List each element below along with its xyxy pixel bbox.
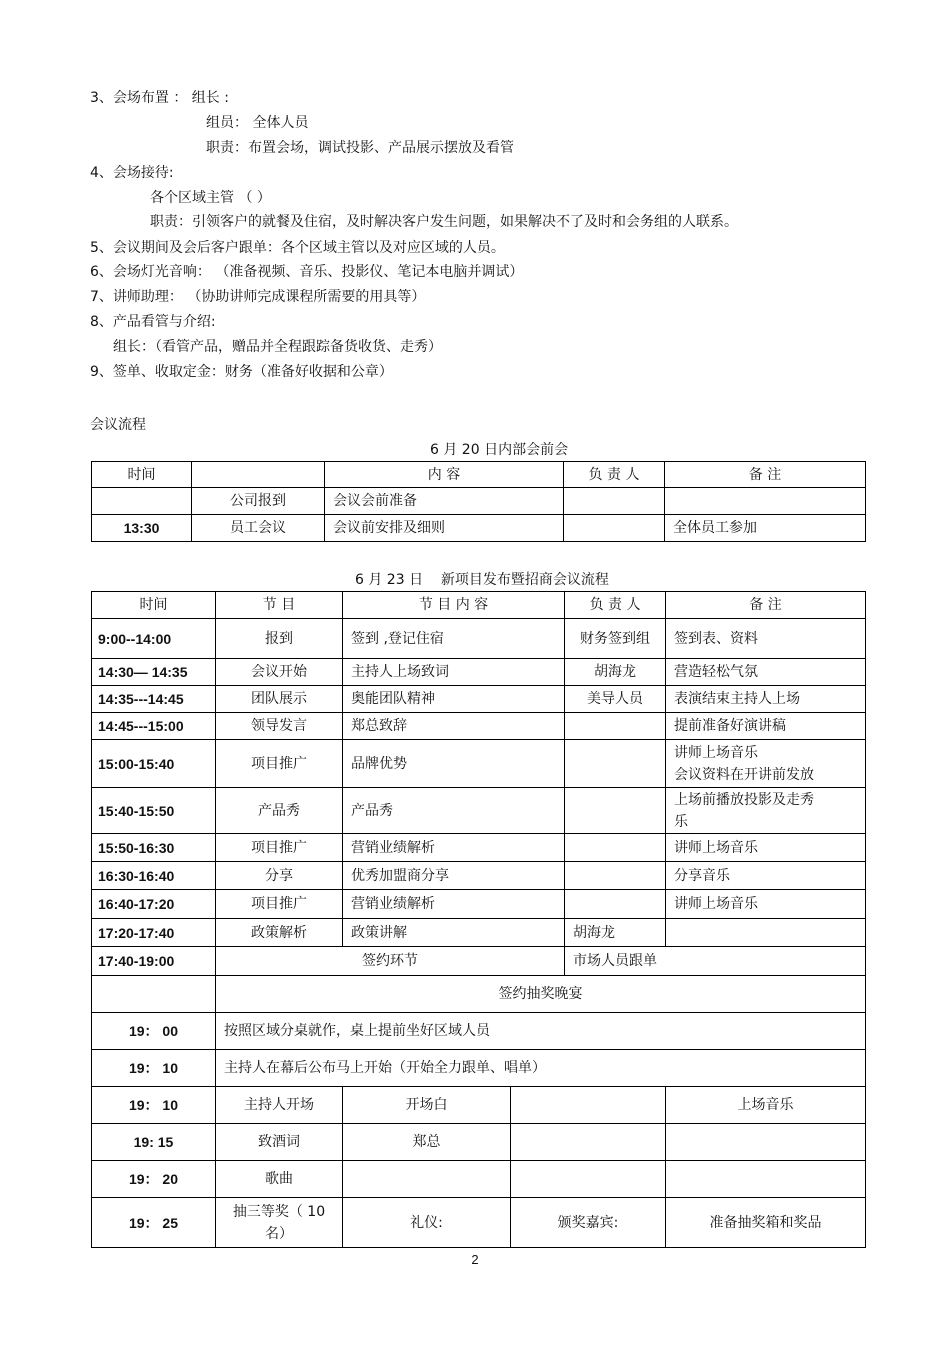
time-cell: 19： 00 [92,1013,216,1050]
notes-cell: 表演结束主持人上场 [666,686,866,713]
owner-cell [511,1161,666,1198]
program-cell: 主持人开场 [216,1087,343,1124]
notes-cell [666,788,866,834]
time-cell [92,976,216,1013]
notes-cell: 提前准备好演讲稿 [666,713,866,740]
program-cell: 产品秀 [216,788,343,834]
owner-cell [565,788,666,834]
item-7-assistant: 7、讲师助理： （协助讲师完成课程所需要的用具等） [90,289,426,305]
table-row [92,1161,866,1198]
notes-cell [666,740,866,788]
notes-cell: 全体员工参加 [665,515,866,542]
program-cell: 歌曲 [216,1161,343,1198]
content-cell: 营销业绩解析 [343,834,565,862]
table-row [92,659,866,686]
table1 [91,461,866,542]
owner-cell: 财务签到组 [565,619,666,659]
notes-cell [666,919,866,947]
program-line-2: 名） [265,1225,293,1242]
content-cell: 主持人在幕后公布马上开始（开始全力跟单、唱单） [216,1050,866,1087]
notes-line-2: 乐 [674,813,689,830]
program-cell: 项目推广 [216,834,343,862]
content-cell: 产品秀 [343,788,565,834]
time-cell: 17:40-19:00 [92,947,216,976]
item-4-managers: 各个区域主管 （ ） [150,190,271,206]
time-cell: 16:30-16:40 [92,862,216,890]
section-title: 会议流程 [90,417,146,433]
item-9-signing: 9、签单、收取定金：财务（准备好收据和公章） [90,364,393,380]
table1-header-blank [192,462,325,488]
owner-cell [564,488,665,515]
time-cell: 19: 15 [92,1124,216,1161]
program-cell: 致酒词 [216,1124,343,1161]
notes-line-2: 会议资料在开讲前发放 [674,766,815,783]
owner-cell: 胡海龙 [565,659,666,686]
notes-cell [666,1161,866,1198]
table2-header-owner: 负 责 人 [565,592,666,619]
owner-cell [511,1087,666,1124]
item-3-members: 组员： 全体人员 [206,115,309,131]
time-cell: 19： 25 [92,1198,216,1248]
program-cell: 政策解析 [216,919,343,947]
page-number: 2 [471,1252,479,1267]
time-cell: 9:00--14:00 [92,619,216,659]
time-cell: 19： 20 [92,1161,216,1198]
owner-cell [565,713,666,740]
content-cell: 开场白 [343,1087,511,1124]
table-row [92,1087,866,1124]
program-cell: 分享 [216,862,343,890]
item-4-duties: 职责：引领客户的就餐及住宿，及时解决客户发生问题，如果解决不了及时和会务组的人联系。 [150,214,738,230]
notes-cell: 讲师上场音乐 [666,834,866,862]
item-8-products: 8、产品看管与介绍: [90,314,216,330]
table-row [92,740,866,788]
table1-header-owner: 负 责 人 [564,462,665,488]
item-cell: 公司报到 [192,488,325,515]
banquet-cell: 签约抽奖晚宴 [216,976,866,1013]
table1-caption: 6 月 20 日内部会前会 [430,442,569,458]
table-row [92,1198,866,1248]
content-cell: 郑总致辞 [343,713,565,740]
time-cell: 15:50-16:30 [92,834,216,862]
content-cell: 品牌优势 [343,740,565,788]
content-cell: 政策讲解 [343,919,565,947]
item-cell: 员工会议 [192,515,325,542]
owner-cell: 市场人员跟单 [565,947,866,976]
table-row [92,890,866,919]
program-cell: 项目推广 [216,890,343,919]
owner-cell: 颁奖嘉宾: [511,1198,666,1248]
table1-header-content: 内 容 [325,462,564,488]
owner-cell [565,834,666,862]
table-row [92,1013,866,1050]
item-6-av: 6、会场灯光音响： （准备视频、音乐、投影仪、笔记本电脑并调试） [90,264,524,280]
notes-cell [665,488,866,515]
table-row [92,1050,866,1087]
table1-header-notes: 备 注 [665,462,866,488]
program-cell: 项目推广 [216,740,343,788]
owner-cell [564,515,665,542]
time-cell: 16:40-17:20 [92,890,216,919]
time-cell: 15:00-15:40 [92,740,216,788]
item-3-duties: 职责：布置会场，调试投影、产品展示摆放及看管 [206,140,514,156]
notes-cell: 准备抽奖箱和奖品 [666,1198,866,1248]
time-cell [92,488,192,515]
table-row [92,488,866,515]
owner-cell [511,1124,666,1161]
program-cell [216,1198,343,1248]
time-cell: 13:30 [92,515,192,542]
program-cell: 签约环节 [216,947,565,976]
item-4-reception: 4、会场接待: [90,165,174,181]
content-cell: 郑总 [343,1124,511,1161]
time-cell: 19： 10 [92,1050,216,1087]
table1-header-row [92,462,866,488]
content-cell: 奥能团队精神 [343,686,565,713]
owner-cell [565,890,666,919]
content-cell [343,619,565,659]
content-cell [343,1161,511,1198]
program-cell: 领导发言 [216,713,343,740]
table2-header-program: 节 目 [216,592,343,619]
time-cell: 14:45---15:00 [92,713,216,740]
table-row [92,515,866,542]
notes-line-1: 讲师上场音乐 [674,744,759,761]
time-cell: 14:30— 14:35 [92,659,216,686]
notes-cell: 讲师上场音乐 [666,890,866,919]
table-row [92,862,866,890]
table-row [92,788,866,834]
owner-cell: 美导人员 [565,686,666,713]
table2-header-row [92,592,866,619]
item-8-leader: 组长：（看管产品，赠品并全程跟踪备货收货、走秀） [113,339,442,355]
time-cell: 14:35---14:45 [92,686,216,713]
program-cell: 报到 [216,619,343,659]
program-cell: 团队展示 [216,686,343,713]
content-cell: 礼仪: [343,1198,511,1248]
content-cell: 营销业绩解析 [343,890,565,919]
content-cell: 主持人上场致词 [343,659,565,686]
table-row [92,947,866,976]
content-cell: 会议会前准备 [325,488,564,515]
table-row [92,1124,866,1161]
program-cell: 会议开始 [216,659,343,686]
content-text: 签到 ,登记住宿 [351,630,444,647]
notes-cell [666,1124,866,1161]
table-row [92,919,866,947]
table-row [92,686,866,713]
table-row [92,713,866,740]
table2-header-time: 时间 [92,592,216,619]
table-row [92,976,866,1013]
notes-cell: 分享音乐 [666,862,866,890]
time-cell: 19： 10 [92,1087,216,1124]
table1-header-time: 时间 [92,462,192,488]
content-cell: 优秀加盟商分享 [343,862,565,890]
content-cell: 按照区域分桌就作，桌上提前坐好区域人员 [216,1013,866,1050]
owner-cell: 胡海龙 [565,919,666,947]
notes-cell: 上场音乐 [666,1087,866,1124]
time-cell: 17:20-17:40 [92,919,216,947]
notes-cell: 签到表、资料 [666,619,866,659]
notes-cell: 营造轻松气氛 [666,659,866,686]
table-row [92,834,866,862]
table2 [91,591,866,1248]
notes-line-1: 上场前播放投影及走秀 [674,791,815,808]
table-row [92,619,866,659]
owner-cell [565,862,666,890]
time-cell: 15:40-15:50 [92,788,216,834]
table2-header-content: 节 目 内 容 [343,592,565,619]
table2-header-notes: 备 注 [666,592,866,619]
table2-caption: 6 月 23 日 新项目发布暨招商会议流程 [355,572,609,588]
item-5-followup: 5、会议期间及会后客户跟单：各个区域主管以及对应区域的人员。 [90,240,505,256]
program-line-1: 抽三等奖（ 10 [232,1203,326,1220]
item-3-venue-setup: 3、会场布置 ： 组长 : [90,90,229,106]
content-cell: 会议前安排及细则 [325,515,564,542]
owner-cell [565,740,666,788]
